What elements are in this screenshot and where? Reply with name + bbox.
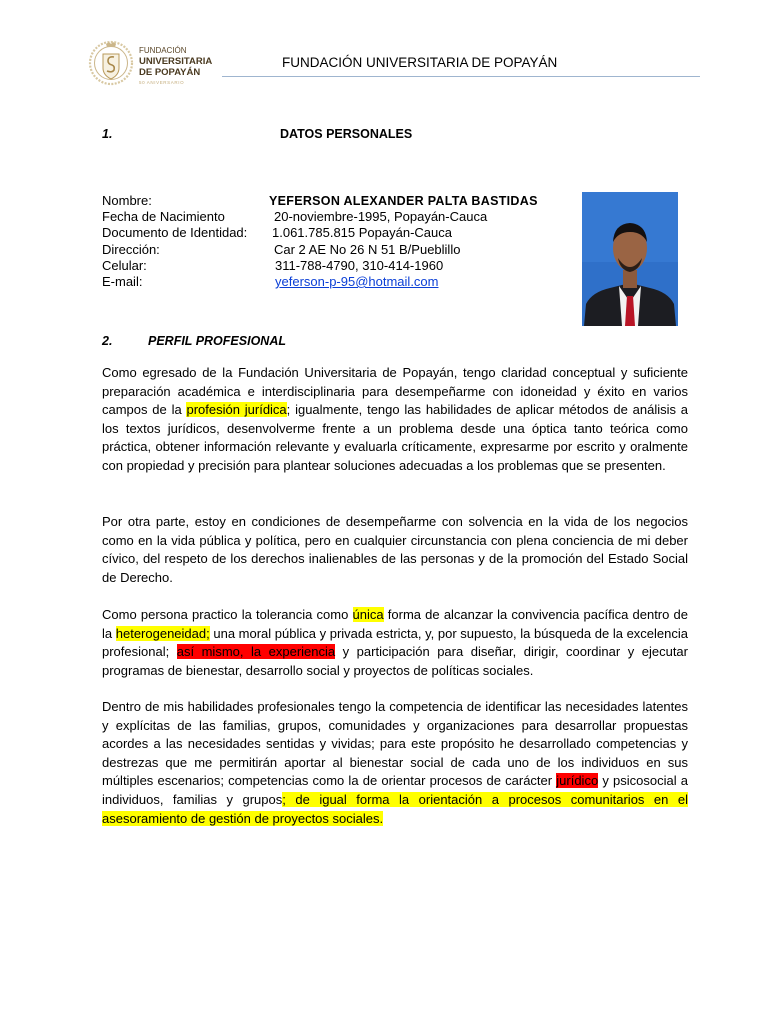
- email-link[interactable]: yeferson-p-95@hotmail.com: [275, 273, 439, 289]
- logo-tagline: 50 ANIVERSARIO: [139, 80, 185, 85]
- address-label: Dirección:: [102, 241, 160, 257]
- address-value: Car 2 AE No 26 N 51 B/Pueblillo: [274, 241, 461, 257]
- section-1-number: 1.: [102, 127, 113, 141]
- logo-line-2: UNIVERSITARIA: [139, 56, 213, 67]
- p4-text-b: y psicosocial a individuos, familias y grupos: [102, 773, 688, 807]
- profile-photo: [582, 192, 678, 326]
- p3-highlight-1: única: [352, 607, 384, 622]
- p3-highlight-3: así mismo, la experiencia: [176, 644, 336, 660]
- p3-text-d: y participación para diseñar, dirigir, coordinar y ejecutar programas de bienestar, desarrollo social y proyectos de políticas sociales.: [102, 644, 688, 678]
- phone-value: 311-788-4790, 310-414-1960: [275, 257, 444, 273]
- p3-text-a: Como persona practico la tolerancia como: [102, 607, 353, 622]
- university-logo: [88, 38, 216, 88]
- email-label: E-mail:: [102, 273, 143, 289]
- birth-value: 20-noviembre-1995, Popayán-Cauca: [274, 209, 488, 225]
- section-1-title: DATOS PERSONALES: [280, 127, 413, 141]
- header-title: FUNDACIÓN UNIVERSITARIA DE POPAYÁN: [282, 55, 558, 70]
- birth-label: Fecha de Nacimiento: [102, 209, 225, 225]
- id-label: Documento de Identidad:: [102, 225, 248, 241]
- portrait-image: [582, 192, 678, 326]
- p1-highlight-1: profesión jurídica: [186, 402, 287, 418]
- university-seal-icon: [88, 38, 134, 88]
- p4-highlight-1: jurídico: [556, 773, 599, 789]
- phone-label: Celular:: [102, 257, 147, 273]
- logo-line-3: DE POPAYÁN: [139, 67, 201, 78]
- header-divider: [222, 76, 700, 77]
- section-2-number: 2.: [102, 334, 113, 348]
- p3-text-c: una moral pública y privada estricta, y, por supuesto, la búsqueda de la excelencia profesional;: [102, 625, 689, 660]
- p1-text-a: Como egresado de la Fundación Universitaria de Popayán, tengo claridad conceptual y suficiente preparación académica e interdisciplinaria para desempeñarme con idoneidad y éxito en varios campos de la: [102, 365, 688, 418]
- p4-text-a: Dentro de mis habilidades profesionales tengo la competencia de identificar las necesidades latentes y explícitas de las familias, grupos, comunidades y organizaciones para desarrollar propuestas acordes a las necesidades sentidas y vividas; para este propósito he desarrollado competencias y destrezas que me permitirán aportar al bienestar social de cada uno de los individuos en sus múltiples escenarios; competencias como la de orientar procesos de carácter: [102, 699, 688, 789]
- profile-paragraph-2: Por otra parte, estoy en condiciones de desempeñarme con solvencia en la vida de los negocios como en la vida pública y política, pero en cualquier circunstancia con plena conciencia de mi deber cívico, del respeto de los derechos inalienables de las personas y de la promoción del Estado Social de Derecho.: [102, 514, 688, 585]
- p3-highlight-2: heterogeneidad;: [115, 625, 210, 641]
- profile-paragraph-3: [102, 606, 688, 680]
- p4-highlight-2: ; de igual forma la orientación a procesos comunitarios en el asesoramiento de gestión de proyectos sociales.: [102, 791, 688, 826]
- p3-text-b: forma de alcanzar la convivencia pacífica dentro de la: [102, 607, 689, 641]
- logo-wordmark: [139, 46, 212, 78]
- profile-paragraph-1: [102, 364, 688, 476]
- id-value: 1.061.785.815 Popayán-Cauca: [272, 225, 452, 241]
- full-name: YEFERSON ALEXANDER PALTA BASTIDAS: [269, 194, 538, 208]
- logo-line-1: FUNDACIÓN: [139, 46, 187, 55]
- name-label: Nombre:: [102, 193, 152, 208]
- p1-text-b: ; igualmente, tengo las habilidades de aplicar métodos de análisis a los textos jurídicos, desenvolverme frente a un problema desde una óptica tanto teórica como práctica, obtener información relevante y evaluarla críticamente, expresarme por escrito y oralmente con propiedad y precisión para plantear soluciones adecuadas a los problemas que se presenten.: [102, 402, 689, 473]
- section-2-title: PERFIL PROFESIONAL: [148, 334, 286, 348]
- profile-paragraph-4: [102, 698, 688, 828]
